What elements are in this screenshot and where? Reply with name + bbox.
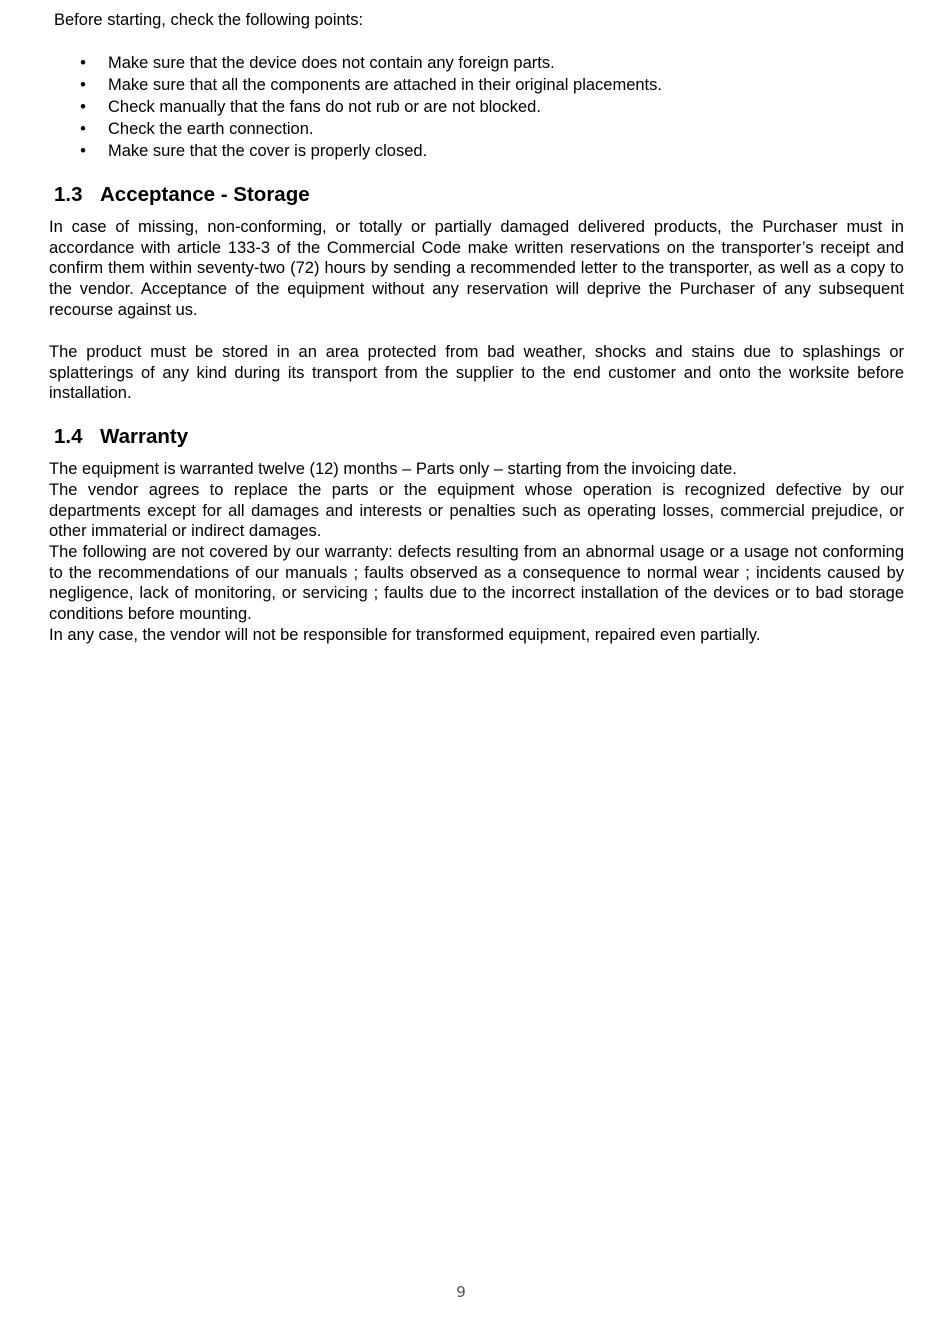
warranty-period-paragraph: The equipment is warranted twelve (12) months – Parts only – starting from the invoicing date. — [49, 460, 737, 478]
checklist-item — [0, 96, 900, 118]
checklist-item — [0, 74, 900, 96]
section-heading-warranty — [54, 424, 188, 450]
section-heading-acceptance-storage — [54, 182, 310, 208]
bullet-icon: • — [80, 120, 86, 138]
warranty-exclusions-paragraph: The following are not covered by our warranty: defects resulting from an abnormal usage or a usage not conforming to the recommendations of our manuals ; faults observed as a consequence to normal wear ; incidents caused by negligence, lack of monitoring, or servicing ; faults due to the incorrect installation of the devices or to bad storage conditions before mounting. — [49, 543, 904, 624]
checklist-item-text: Make sure that the cover is properly closed. — [108, 142, 428, 160]
section-title: Acceptance - Storage — [100, 183, 310, 206]
bullet-icon: • — [80, 142, 86, 160]
acceptance-paragraph: In case of missing, non-conforming, or totally or partially damaged delivered products, the Purchaser must in accordance with article 133-3 of the Commercial Code make written reservations on the transporter’s receipt and confirm them within seventy-two (72) hours by sending a recommended letter to the transporter, as well as a copy to the vendor. Acceptance of the equipment without any reservation will deprive the Purchaser of any subsequent recourse against us. — [49, 218, 904, 319]
checklist-item-text: Make sure that the device does not contain any foreign parts. — [108, 54, 555, 72]
checklist-item — [0, 118, 900, 140]
checklist-item-text: Check the earth connection. — [108, 120, 314, 138]
bullet-icon: • — [80, 54, 86, 72]
storage-paragraph: The product must be stored in an area protected from bad weather, shocks and stains due to splashings or splatterings of any kind during its transport from the supplier to the end customer and onto the worksite before installation. — [49, 343, 904, 403]
page-number: 9 — [456, 1283, 466, 1301]
section-number: 1.3 — [54, 183, 83, 206]
checklist-item — [0, 52, 900, 74]
intro-text: Before starting, check the following points: — [54, 11, 364, 29]
bullet-icon: • — [80, 98, 86, 116]
bullet-icon: • — [80, 76, 86, 94]
warranty-liability-paragraph: In any case, the vendor will not be responsible for transformed equipment, repaired even partially. — [49, 626, 761, 644]
checklist-item-text: Check manually that the fans do not rub or are not blocked. — [108, 98, 541, 116]
warranty-replacement-paragraph: The vendor agrees to replace the parts or the equipment whose operation is recognized defective by our departments except for all damages and interests or penalties such as operating losses, commercial prejudice, or other immaterial or indirect damages. — [49, 481, 904, 541]
section-title: Warranty — [100, 425, 189, 448]
checklist-item-text: Make sure that all the components are attached in their original placements. — [108, 76, 662, 94]
section-number: 1.4 — [54, 425, 83, 448]
checklist-item — [0, 140, 900, 162]
checklist — [0, 52, 900, 162]
